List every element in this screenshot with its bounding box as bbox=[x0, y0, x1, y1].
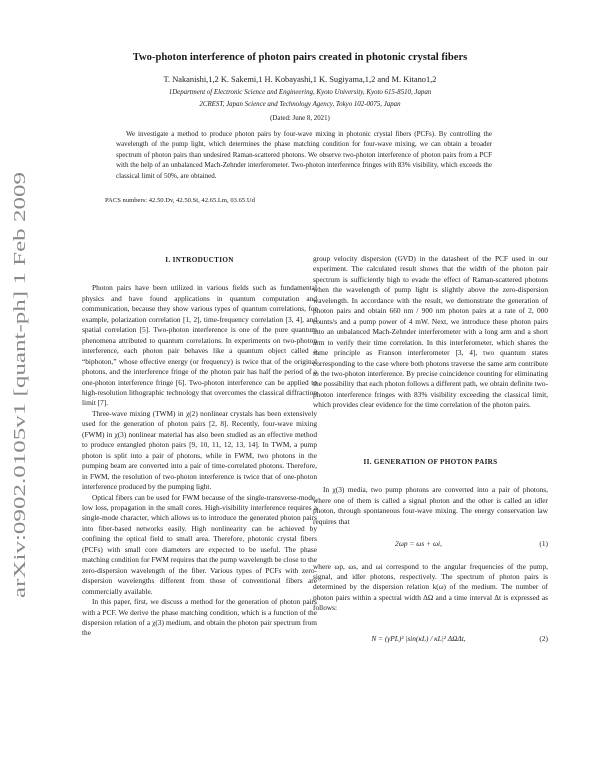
intro-paragraph-2: Three-wave mixing (TWM) in χ(2) nonlinear crystals has been extensively used for the generation of photon pairs [2, 8]. Recently, four-wave mixing (FWM) in χ(3) nonlinear material has also been studied as an effective method to produce entangled photon pairs [9, 10, 11, 12, 13, 14]. In TWM, a pump photon is split into a pair of photons, while in FWM, two photons in the pumping beam are converted into a pair of time-correlated photons. Therefore, in FWM, the resolution of two-photon interference is twice that of one-photon interference produced by the pumping light. bbox=[82, 408, 317, 492]
right-column bbox=[313, 254, 548, 644]
arxiv-id: arXiv:0902.0105v1 [quant-ph] 1 Feb 2009 bbox=[10, 308, 29, 598]
intro-paragraph-3: Optical fibers can be used for FWM because of the single-transverse-mode, low loss, propagation in the small cores. High-visibility interference requires a single-mode character, which allows us to introduce the generated photon pairs into fiber-based networks easily. High nonlinearity can be achieved by confining the optical field to small area. Therefore, photonic crystal fibers (PCFs) with small core diameters are expected to be useful. The phase matching condition for FWM requires that the pump wavelength be close to the zero-dispersion wavelength of the fiber. Various types of PCFs with zero-dispersion wavelengths different from those of conventional fibers are commercially available. bbox=[82, 492, 317, 596]
intro-paragraph-4: In this paper, first, we discuss a method for the generation of photon pairs with a PCF. We derive the phase matching condition, which is a function of the dispersion relation of a χ(3) medium, and obtain the photon pair spectrum from the bbox=[82, 597, 317, 638]
abstract: We investigate a method to produce photon pairs by four-wave mixing in photonic crystal fibers (PCFs). By controlling the wavelength of the pump light, which determines the phase matching condition for four-wave mixing, we can obtain a broader spectrum of photon pairs than undesired Raman-scattered photons. We observe two-photon interference of photon pairs from a PCF with the help of an unbalanced Mach-Zehnder interferometer. Two-photon interference fringes with 83% visibility, which exceeds the classical limit of 50%, are obtained. bbox=[116, 130, 492, 180]
affiliation-2: 2CREST, Japan Science and Technology Agency, Tokyo 102-0075, Japan bbox=[199, 101, 401, 108]
section-heading-introduction: I. INTRODUCTION bbox=[165, 256, 234, 264]
arxiv-stamp bbox=[8, 170, 32, 600]
equation-1-number: (1) bbox=[539, 539, 548, 549]
equation-2-number: (2) bbox=[539, 633, 548, 643]
generation-paragraph-2: where ωp, ωs, and ωi correspond to the angular frequencies of the pump, signal, and idler photons, respectively. The spectrum of photon pairs is determined by the dispersion relation k(ω) of the medium. The number of photon pairs within a spectral width ΔΩ and a time interval Δt is expressed as follows: bbox=[313, 561, 548, 613]
intro-paragraph-1: Photon pairs have been utilized in various fields such as fundamental physics and have found applications in quantum computation and communication, because they show various types of quantum correlations, for example, polarization correlation [1, 2], time-frequency correlation [3, 4], and spatial correlation [5]. Two-photon interference is one of the pure quantum phenomena attributed to quantum correlations. In experiments on two-photon interference, each photon pair behaves like a quantum object called a “biphoton,” whose effective energy (or frequency) is twice that of the original photons, and the interference fringe of the photon pair has half the period of a one-photon interference fringe [6]. Two-photon interference can be applied to high-resolution lithographic technology that overcomes the classical diffraction limit [7]. bbox=[82, 283, 317, 408]
section-heading-generation: II. GENERATION OF PHOTON PAIRS bbox=[363, 457, 498, 466]
equation-2-expression: N = (γPL)² |sin(κL) / κL|² ΔΩΔt, bbox=[371, 633, 466, 643]
affiliation-1: 1Department of Electronic Science and Engineering, Kyoto University, Kyoto 615-8510, Japan bbox=[168, 89, 432, 96]
date-line: (Dated: June 8, 2021) bbox=[270, 115, 330, 122]
equation-1-expression: 2ωp = ωs + ωi, bbox=[395, 539, 442, 549]
intro-paragraph-5: group velocity dispersion (GVD) in the datasheet of the PCF used in our experiment. The calculated result shows that the width of the photon pair spectrum is sufficiently high to evade the effect of Raman-scattered photons when the wavelength of pump light is slightly above the zero-dispersion wavelength. In accordance with the result, we demonstrate the generation of photon pairs and obtain 660 nm / 900 nm photon pairs at a rate of 2, 000 counts/s and a pump power of 4 mW. Next, we introduce these photon pairs into an unbalanced Mach-Zehnder interferometer with a long arm and a short arm to verify their time correlation. In this interferometer, which shares the same principle as Franson interferometer [3, 4], two quantum states corresponding to the case where both photons traverse the same arm contribute to the two-photon interference. By precise coincidence counting for eliminating the possibility that each photon follows a different path, we obtain definite two-photon interference fringes with 83% visibility exceeding the classical limit, which provides clear evidence for the time correlation of the photon pairs. bbox=[313, 254, 548, 410]
paper-title: Two-photon interference of photon pairs created in photonic crystal fibers bbox=[132, 52, 468, 63]
arxiv-stamp-graphic bbox=[8, 170, 32, 600]
author-list: T. Nakanishi,1,2 K. Sakemi,1 H. Kobayashi,1 K. Sugiyama,1,2 and M. Kitano1,2 bbox=[163, 75, 437, 84]
generation-paragraph-1: In χ(3) media, two pump photons are converted into a pair of photons, where one of them is called a signal photon and the other is called an idler photon, through spontaneous four-wave mixing. The energy conservation law requires that bbox=[313, 485, 548, 526]
equation-2 bbox=[313, 634, 548, 644]
equation-1 bbox=[313, 539, 548, 549]
left-column bbox=[82, 255, 317, 639]
pacs-numbers: PACS numbers: 42.50.Dv, 42.50.St, 42.65.Lm, 03.65.Ud bbox=[105, 197, 255, 204]
